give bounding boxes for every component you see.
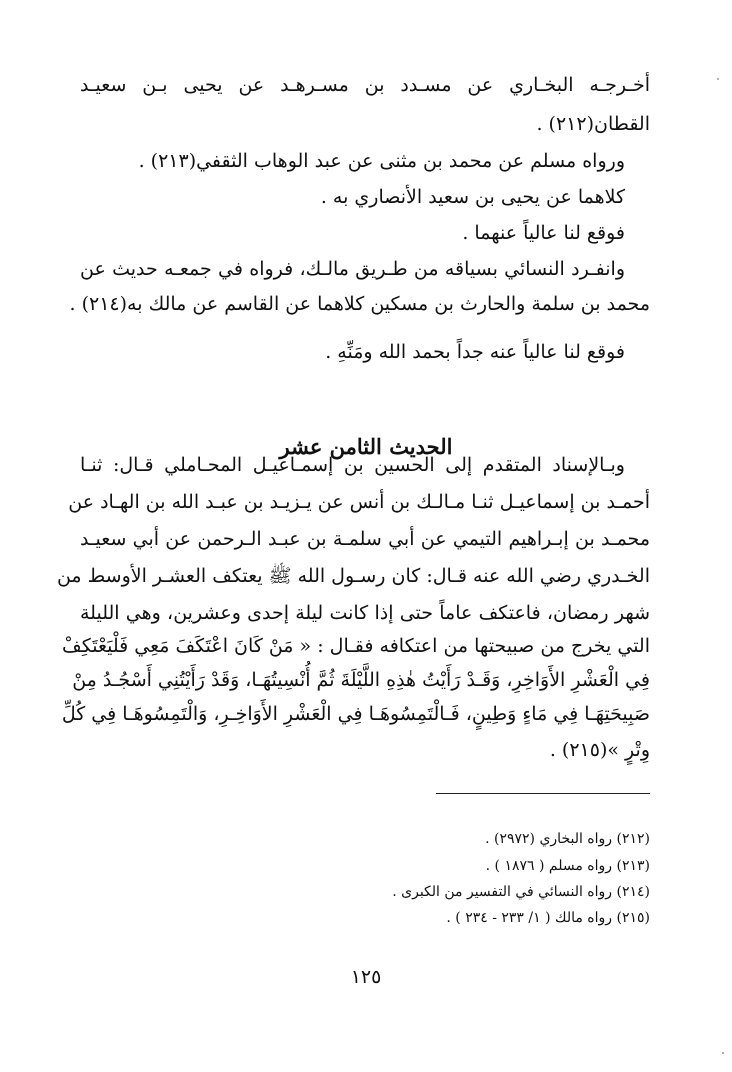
text-line-3: ورواه مسلم عن محمد بن مثنى عن عبد الوهاب الثقفي(٢١٣) .	[138, 150, 625, 172]
text-line-2: القطان(٢١٢) .	[536, 113, 650, 135]
text-line-4: كلاهما عن يحيى بن سعيد الأنصاري به .	[320, 186, 625, 208]
hadith-line-5: شهر رمضان، فاعتكف عاماً حتى إذا كانت ليلة إحدى وعشرين، وهي الليلة	[80, 602, 650, 624]
hadith-line-7: فِي الْعَشْرِ الأَوَاخِرِ، وَقَـدْ رَأَيْتُ هٰذِهِ اللَّيْلَةَ ثُمَّ أُنْسِيتُهَـا، وَقَدْ رَأَيْتُنِي أَسْجُـدُ مِنْ	[72, 669, 650, 691]
hadith-line-8: صَبِيحَتِهَـا فِي مَاءٍ وَطِينٍ، فَـالْتَمِسُوهَـا فِي الْعَشْرِ الأَوَاخِـرِ، وَالْتَمِسُوهَـا فِي كُلِّ	[61, 703, 650, 725]
page-number: ١٢٥	[350, 966, 382, 988]
hadith-line-4: الخـدري رضي الله عنه قـال: كان رسـول الله ﷺ يعتكف العشـر الأوسط من	[56, 565, 650, 587]
text-line-6: وانفـرد النسائي بسياقه من طـريق مالـك، فرواه في جمعـه حديث عن	[80, 258, 625, 280]
footnote-214: (٢١٤) رواه النسائي في التفسير من الكبرى .	[392, 884, 650, 900]
footnote-212: (٢١٢) رواه البخاري (٢٩٧٢) .	[485, 831, 650, 847]
text-line-5: فوقع لنا عالياً عنهما .	[462, 222, 625, 244]
hadith-line-1: وبـالإسناد المتقدم إلى الحسين بن إسمـاعيـل المحـاملي قـال: ثنـا	[80, 454, 625, 476]
footnote-215: (٢١٥) رواه مالك ( ١/ ٢٣٣ - ٢٣٤ ) .	[446, 910, 650, 926]
footnote-213: (٢١٣) رواه مسلم ( ١٨٧٦ ) .	[485, 858, 650, 874]
footnote-divider	[436, 793, 650, 794]
scan-speck	[722, 1052, 724, 1054]
text-line-7: محمد بن سلمة والحارث بن مسكين كلاهما عن القاسم عن مالك به(٢١٤) .	[69, 293, 650, 315]
hadith-line-6: التي يخرج من صبيحتها من اعتكافه فقـال : « مَنْ كَانَ اعْتَكَفَ مَعِي فَلْيَعْتَكِفْ	[62, 635, 650, 657]
hadith-line-2: أحمـد بن إسماعيـل ثنـا مـالـك بن أنس عن يـزيـد بن عبـد الله بن الهـاد عن	[68, 491, 650, 513]
scan-speck	[717, 78, 719, 80]
hadith-heading: الحديث الثامن عشر	[279, 434, 453, 459]
text-line-8: فوقع لنا عالياً عنه جداً بحمد الله ومَنِّهِ .	[325, 341, 625, 363]
text-line-1: أخـرجـه البخـاري عن مسـدد بن مسـرهـد عن يحيى بـن سعيـد	[80, 74, 650, 96]
hadith-line-3: محمـد بن إبـراهيم التيمي عن أبي سلمـة بن عبـد الـرحمن عن أبي سعيـد	[80, 528, 650, 550]
hadith-line-9: وِتْرٍ »(٢١٥) .	[549, 739, 650, 761]
